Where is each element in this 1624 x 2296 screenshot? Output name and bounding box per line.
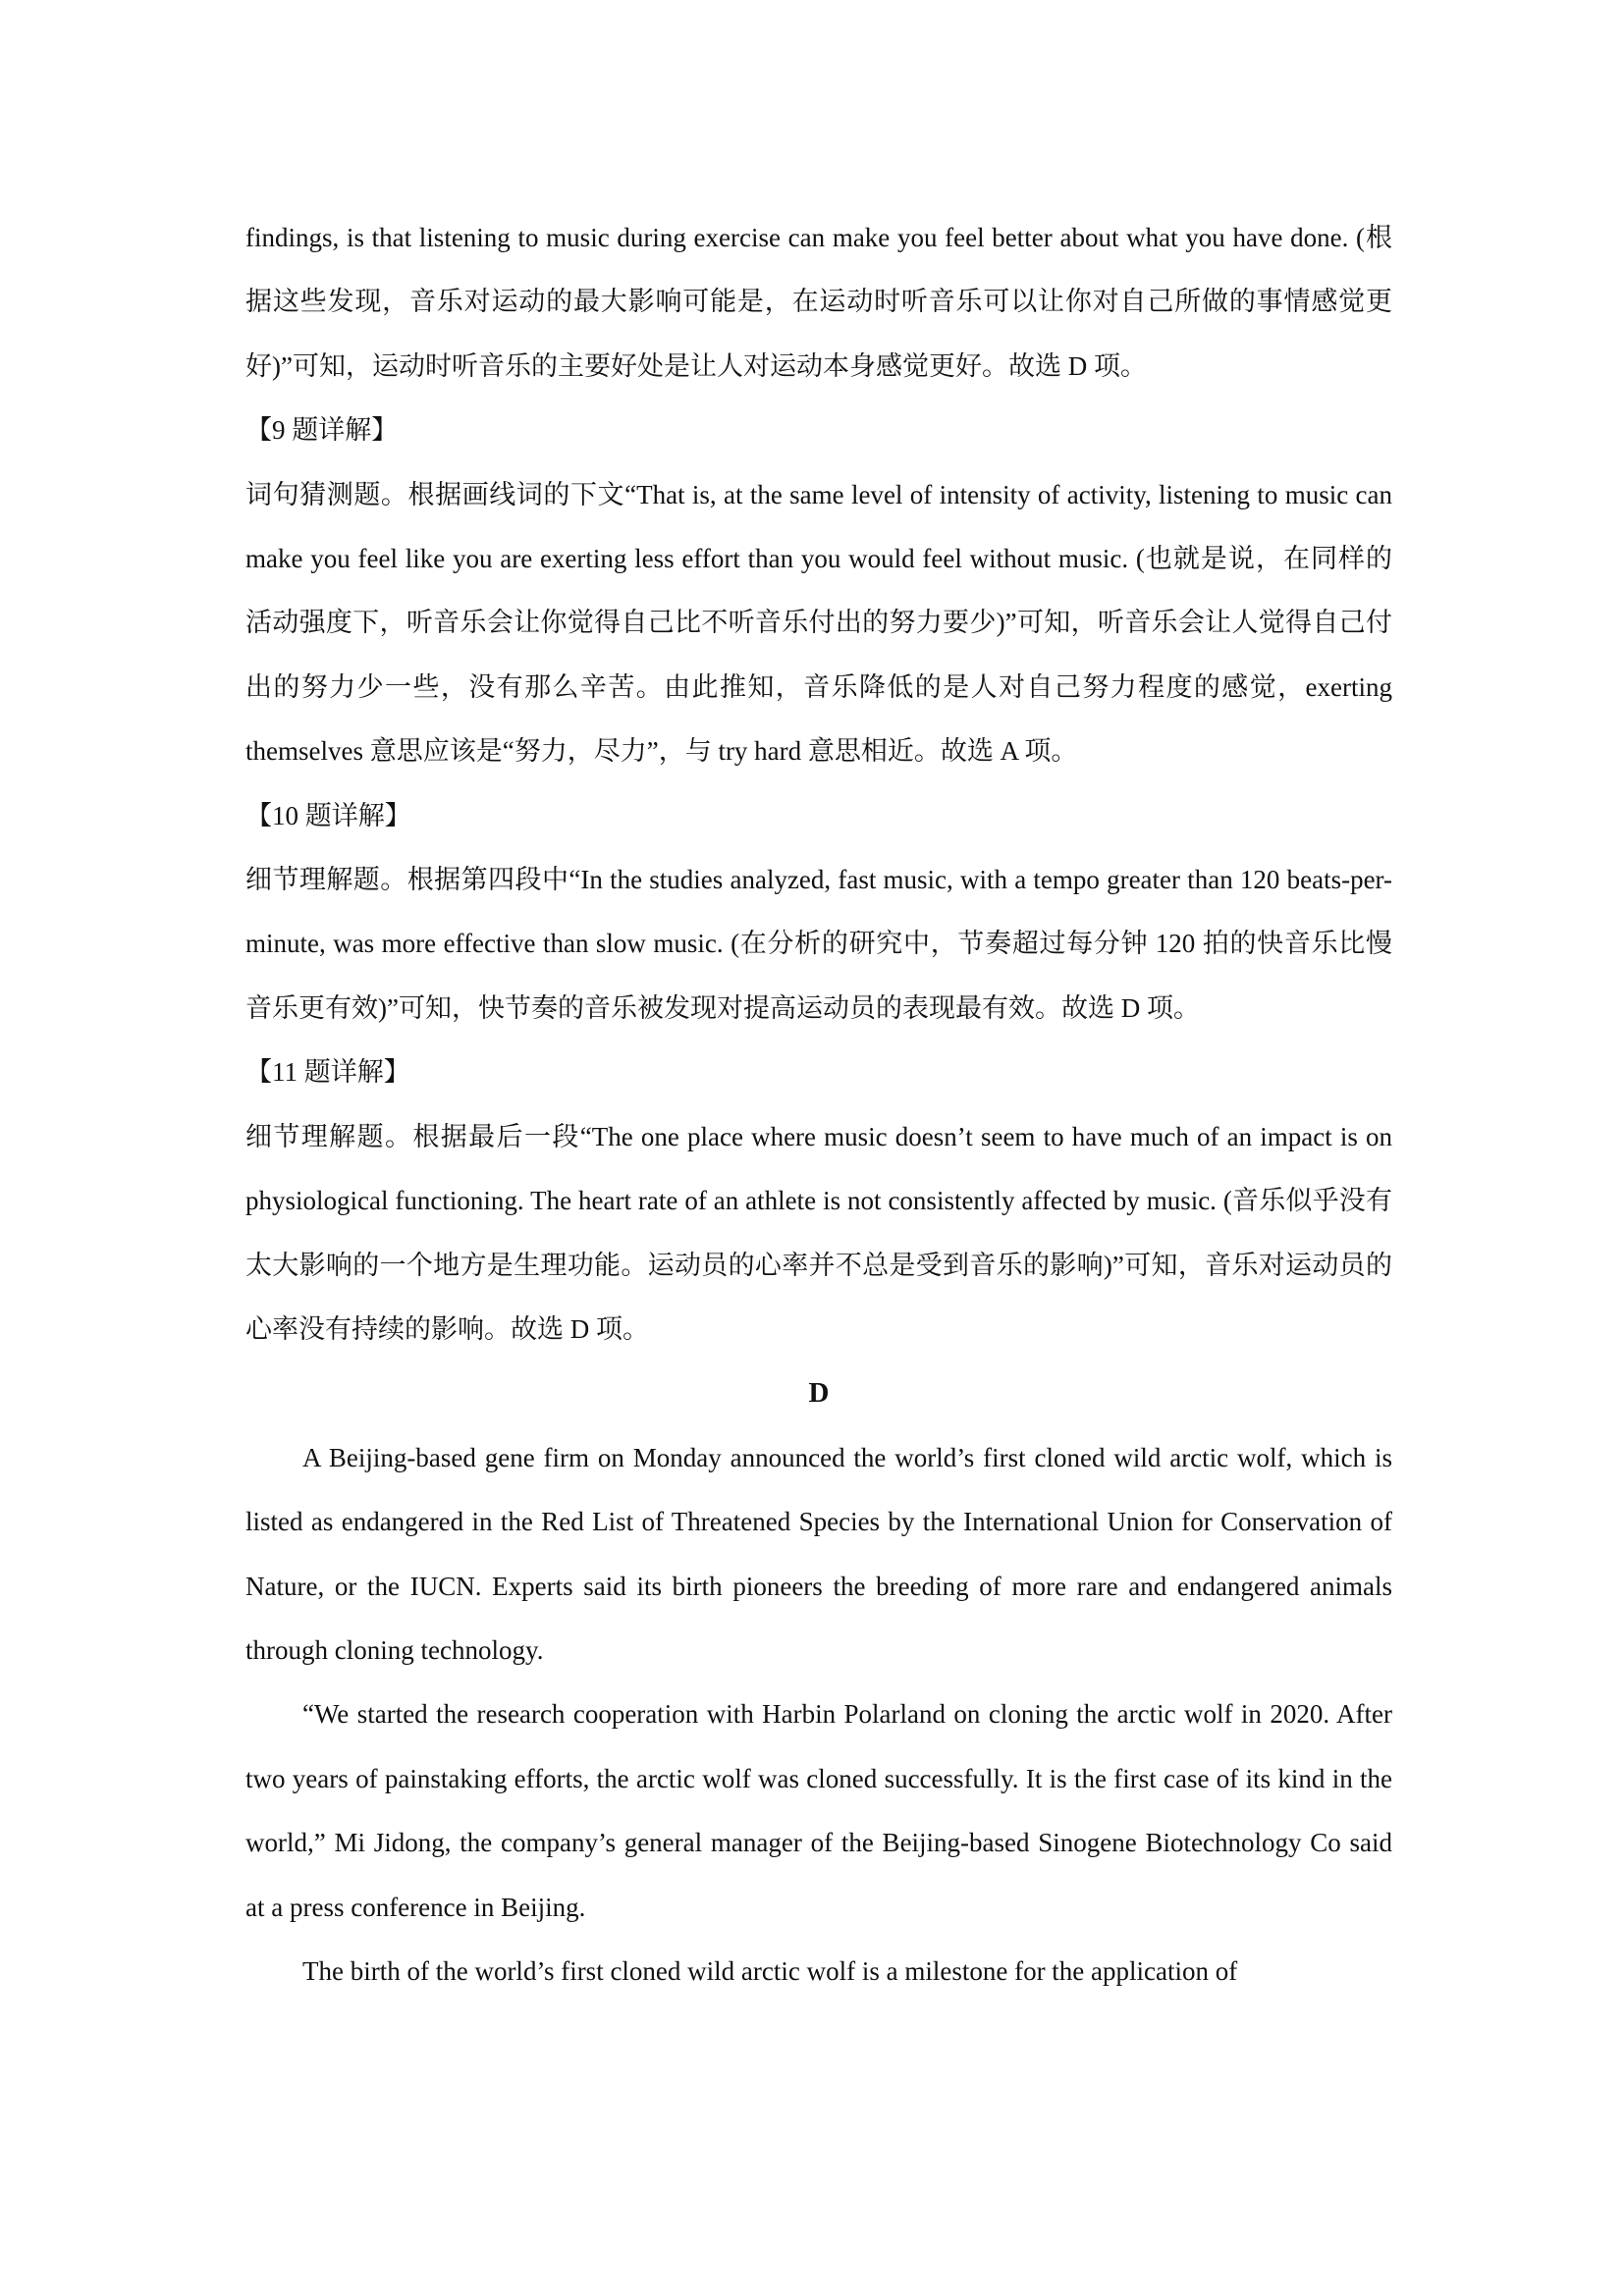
question-10-explanation: 细节理解题。根据第四段中“In the studies analyzed, fast music, with a tempo greater than 120 beats-per-minute, was more effective than slow music. (在分析的研究中，节奏超过每分钟 120 拍的快音乐比慢音乐更有效)”可知，快节奏的音乐被发现对提高运动员的表现最有效。故选 D 项。 [245,865,1392,1023]
document-page [245,206,1392,2003]
question-9-explanation: 词句猜测题。根据画线词的下文“That is, at the same level of intensity of activity, listening to music can make you feel like you are exerting less effort than you would feel without music. (也就是说，在同样的活动强度下，听音乐会让你觉得自己比不听音乐付出的努力要少)”可知，听音乐会让人觉得自己付出的努力少一些，没有那么辛苦。由此推知，音乐降低的是人对自己努力程度的感觉，exerting themselves 意思应该是“努力，尽力”，与 try hard 意思相近。故选 A 项。 [245,479,1392,767]
question-9-heading: 【9 题详解】 [245,415,399,446]
passage-d-paragraph-2: “We started the research cooperation with Harbin Polarland on cloning the arctic wolf in 2020. After two years of painstaking efforts, the arctic wolf was cloned successfully. It is the first case of its kind in the world,” Mi Jidong, the company’s general manager of the Beijing-based Sinogene Biotechnology Co said at a press conference in Beijing. [245,1699,1392,1922]
passage-d-paragraph-1: A Beijing-based gene firm on Monday announced the world’s first cloned wild arctic wolf, which is listed as endangered in the Red List of Threatened Species by the International Union for Conservation of Nature, or the IUCN. Experts said its birth pioneers the breeding of more rare and endangered animals through cloning technology. [245,1442,1392,1665]
question-10-heading: 【10 题详解】 [245,800,411,830]
question-11-explanation: 细节理解题。根据最后一段“The one place where music doesn’t seem to have much of an impact is on physiological functioning. The heart rate of an athlete is not consistently affected by music. (音乐似乎没有太大影响的一个地方是生理功能。运动员的心率并不总是受到音乐的影响)”可知，音乐对运动员的心率没有持续的影响。故选 D 项。 [245,1121,1392,1344]
question-11-heading: 【11 题详解】 [245,1057,410,1088]
answer-8-continued: findings, is that listening to music during exercise can make you feel better about what you have done. (根据这些发现，音乐对运动的最大影响可能是，在运动时听音乐可以让你对自己所做的事情感觉更好)”可知，运动时听音乐的主要好处是让人对运动本身感觉更好。故选 D 项。 [245,223,1392,381]
passage-d-paragraph-3: The birth of the world’s first cloned wild arctic wolf is a milestone for the application of [302,1955,1238,1986]
section-d-title: D [808,1377,830,1410]
